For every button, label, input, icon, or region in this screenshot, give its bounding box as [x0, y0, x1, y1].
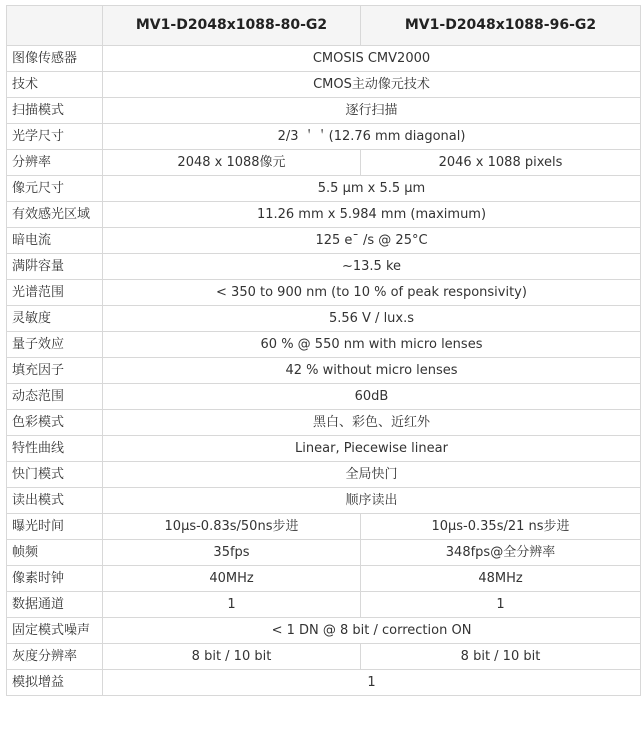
table-row — [7, 332, 641, 358]
row-label: 模拟增益 — [7, 670, 103, 696]
row-value-shared: < 1 DN @ 8 bit / correction ON — [103, 618, 641, 644]
row-value-shared: 2/3 ＇＇(12.76 mm diagonal) — [103, 124, 641, 150]
row-value-shared: 顺序读出 — [103, 488, 641, 514]
spec-table-body — [7, 46, 641, 696]
table-row — [7, 618, 641, 644]
row-value-model-b: 1 — [361, 592, 641, 618]
table-row — [7, 254, 641, 280]
table-row — [7, 150, 641, 176]
table-row — [7, 176, 641, 202]
row-label: 特性曲线 — [7, 436, 103, 462]
row-value-model-a: 35fps — [103, 540, 361, 566]
row-value-shared: 逐行扫描 — [103, 98, 641, 124]
table-row — [7, 306, 641, 332]
table-row — [7, 592, 641, 618]
spec-table — [6, 5, 641, 696]
table-row — [7, 488, 641, 514]
row-label: 技术 — [7, 72, 103, 98]
row-label: 数据通道 — [7, 592, 103, 618]
table-row — [7, 462, 641, 488]
row-label: 有效感光区域 — [7, 202, 103, 228]
row-label: 帧频 — [7, 540, 103, 566]
row-value-shared: < 350 to 900 nm (to 10 % of peak responsivity) — [103, 280, 641, 306]
table-row — [7, 644, 641, 670]
row-value-shared: 60 % @ 550 nm with micro lenses — [103, 332, 641, 358]
header-model-a: MV1-D2048x1088-80-G2 — [103, 6, 361, 46]
row-label: 读出模式 — [7, 488, 103, 514]
row-value-model-b: 2046 x 1088 pixels — [361, 150, 641, 176]
table-row — [7, 98, 641, 124]
row-label: 光学尺寸 — [7, 124, 103, 150]
row-value-model-a: 1 — [103, 592, 361, 618]
table-row — [7, 384, 641, 410]
row-label: 色彩模式 — [7, 410, 103, 436]
row-label: 填充因子 — [7, 358, 103, 384]
row-label: 扫描模式 — [7, 98, 103, 124]
table-row — [7, 436, 641, 462]
row-label: 图像传感器 — [7, 46, 103, 72]
table-row — [7, 566, 641, 592]
row-value-shared: CMOS主动像元技术 — [103, 72, 641, 98]
row-value-model-a: 2048 x 1088像元 — [103, 150, 361, 176]
header-model-b: MV1-D2048x1088-96-G2 — [361, 6, 641, 46]
row-value-shared: 42 % without micro lenses — [103, 358, 641, 384]
row-label: 像素时钟 — [7, 566, 103, 592]
row-value-model-a: 8 bit / 10 bit — [103, 644, 361, 670]
row-value-shared: 125 e¯ /s @ 25°C — [103, 228, 641, 254]
row-label: 动态范围 — [7, 384, 103, 410]
row-label: 固定模式噪声 — [7, 618, 103, 644]
table-row — [7, 46, 641, 72]
table-row — [7, 228, 641, 254]
row-label: 灵敏度 — [7, 306, 103, 332]
row-label: 灰度分辨率 — [7, 644, 103, 670]
row-value-model-a: 10μs-0.83s/50ns步进 — [103, 514, 361, 540]
row-value-model-b: 10μs-0.35s/21 ns步进 — [361, 514, 641, 540]
table-row — [7, 514, 641, 540]
row-label: 暗电流 — [7, 228, 103, 254]
row-value-shared: 全局快门 — [103, 462, 641, 488]
row-label: 量子效应 — [7, 332, 103, 358]
row-label: 分辨率 — [7, 150, 103, 176]
header-row — [7, 6, 641, 46]
table-row — [7, 72, 641, 98]
row-value-shared: ~13.5 ke — [103, 254, 641, 280]
row-value-shared: Linear, Piecewise linear — [103, 436, 641, 462]
table-row — [7, 124, 641, 150]
row-value-shared: 5.56 V / lux.s — [103, 306, 641, 332]
table-row — [7, 540, 641, 566]
row-value-model-b: 348fps@全分辨率 — [361, 540, 641, 566]
row-value-shared: 1 — [103, 670, 641, 696]
row-value-shared: 黑白、彩色、近红外 — [103, 410, 641, 436]
row-value-shared: 5.5 μm x 5.5 μm — [103, 176, 641, 202]
row-value-model-a: 40MHz — [103, 566, 361, 592]
row-value-shared: 11.26 mm x 5.984 mm (maximum) — [103, 202, 641, 228]
table-row — [7, 280, 641, 306]
row-value-shared: 60dB — [103, 384, 641, 410]
table-row — [7, 202, 641, 228]
table-row — [7, 670, 641, 696]
row-label: 像元尺寸 — [7, 176, 103, 202]
table-row — [7, 358, 641, 384]
row-label: 曝光时间 — [7, 514, 103, 540]
header-corner — [7, 6, 103, 46]
row-value-model-b: 48MHz — [361, 566, 641, 592]
row-value-model-b: 8 bit / 10 bit — [361, 644, 641, 670]
row-value-shared: CMOSIS CMV2000 — [103, 46, 641, 72]
table-row — [7, 410, 641, 436]
row-label: 快门模式 — [7, 462, 103, 488]
row-label: 满阱容量 — [7, 254, 103, 280]
row-label: 光谱范围 — [7, 280, 103, 306]
